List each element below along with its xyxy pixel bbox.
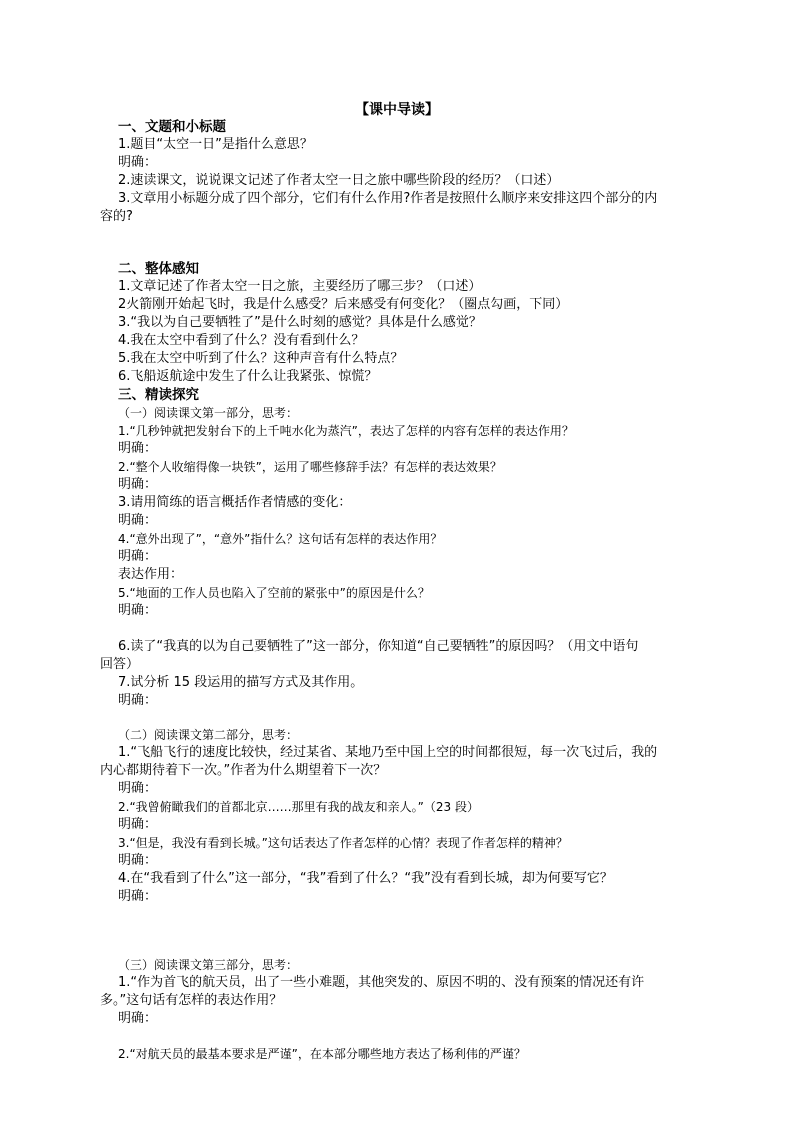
- question-line: 4.“意外出现了”，“意外”指什么？这句话有怎样的表达作用？: [118, 532, 443, 546]
- question-line: 3.“但是，我没有看到长城。”这句话表达了作者怎样的心情？表现了作者怎样的精神？: [118, 836, 568, 850]
- question-line: 1.文章记述了作者太空一日之旅，主要经历了哪三步？（口述）: [118, 279, 482, 294]
- answer-label: 明确：: [118, 603, 158, 618]
- question-line: 5.我在太空中听到了什么？这种声音有什么特点？: [118, 351, 404, 366]
- answer-label: 明确：: [118, 817, 158, 832]
- answer-label: 明确：: [118, 781, 158, 796]
- question-line: 3.“我以为自己要牺牲了”是什么时刻的感觉？具体是什么感觉？: [118, 315, 482, 330]
- part-intro-3: （三）阅读课文第三部分，思考：: [118, 958, 299, 972]
- question-line: 4.在“我看到了什么”这一部分，“我”看到了什么？“我”没有看到长城，却为何要写它？: [118, 871, 613, 886]
- question-line: 3.请用简练的语言概括作者情感的变化：: [118, 495, 352, 510]
- question-line: 2.“对航天员的最基本要求是严谨”，在本部分哪些地方表达了杨利伟的严谨？: [118, 1047, 526, 1061]
- question-line-cont: 回答）: [100, 657, 140, 672]
- answer-label: 表达作用：: [118, 567, 184, 582]
- part-intro-1: （一）阅读课文第一部分，思考：: [118, 406, 299, 420]
- answer-label: 明确：: [118, 889, 158, 904]
- question-line: 1.“几秒钟就把发射台下的上千吨水化为蒸汽”，表达了怎样的内容有怎样的表达作用？: [118, 424, 574, 438]
- question-line: 3.文章用小标题分成了四个部分，它们有什么作用?作者是按照什么顺序来安排这四个部分的内: [118, 191, 658, 206]
- section-heading-1: 一、文题和小标题: [118, 119, 226, 135]
- question-line: 1.“作为首飞的航天员，出了一些小难题，其他突发的、原因不明的、没有预案的情况还有许: [118, 975, 645, 990]
- answer-label: 明确：: [118, 693, 158, 708]
- section-heading-3: 三、精读探究: [118, 387, 199, 403]
- question-line: 2.“整个人收缩得像一块铁”，运用了哪些修辞手法？有怎样的表达效果？: [118, 460, 502, 474]
- answer-label: 明确：: [118, 853, 158, 868]
- question-line: 2.“我曾俯瞰我们的首都北京……那里有我的战友和亲人。”（23 段）: [118, 800, 479, 814]
- answer-label: 明确：: [118, 441, 158, 456]
- answer-label: 明确：: [118, 549, 158, 564]
- question-line: 6.飞船返航途中发生了什么让我紧张、惊慌？: [118, 369, 378, 384]
- question-line: 1.题目“太空一日”是指什么意思？: [118, 137, 313, 152]
- section-heading-2: 二、整体感知: [118, 261, 199, 277]
- answer-label: 明确：: [118, 513, 158, 528]
- question-line: 2火箭刚开始起飞时，我是什么感受？后来感受有何变化？（圈点勾画，下同）: [118, 297, 569, 312]
- question-line-cont: 容的?: [100, 209, 133, 224]
- question-line: 4.我在太空中看到了什么？没有看到什么？: [118, 333, 365, 348]
- answer-label: 明确：: [118, 1011, 158, 1026]
- question-line: 7.试分析 15 段运用的描写方式及其作用。: [118, 675, 364, 690]
- answer-label: 明确：: [118, 477, 158, 492]
- question-line: 6.读了“我真的以为自己要牺牲了”这一部分，你知道“自己要牺牲”的原因吗？（用文中语句: [118, 639, 639, 654]
- page-title: 【课中导读】: [355, 102, 439, 118]
- question-line: 5.“地面的工作人员也陷入了空前的紧张中”的原因是什么？: [118, 586, 430, 600]
- question-line: 2.速读课文，说说课文记述了作者太空一日之旅中哪些阶段的经历？（口述）: [118, 173, 560, 188]
- question-line: 1.“飞船飞行的速度比较快，经过某省、某地乃至中国上空的时间都很短，每一次飞过后，我的: [118, 745, 658, 760]
- part-intro-2: （二）阅读课文第二部分，思考：: [118, 728, 299, 742]
- question-line-cont: 内心都期待着下一次。”作者为什么期望着下一次？: [100, 763, 387, 778]
- question-line-cont: 多。”这句话有怎样的表达作用？: [100, 993, 283, 1008]
- answer-label: 明确：: [118, 155, 158, 170]
